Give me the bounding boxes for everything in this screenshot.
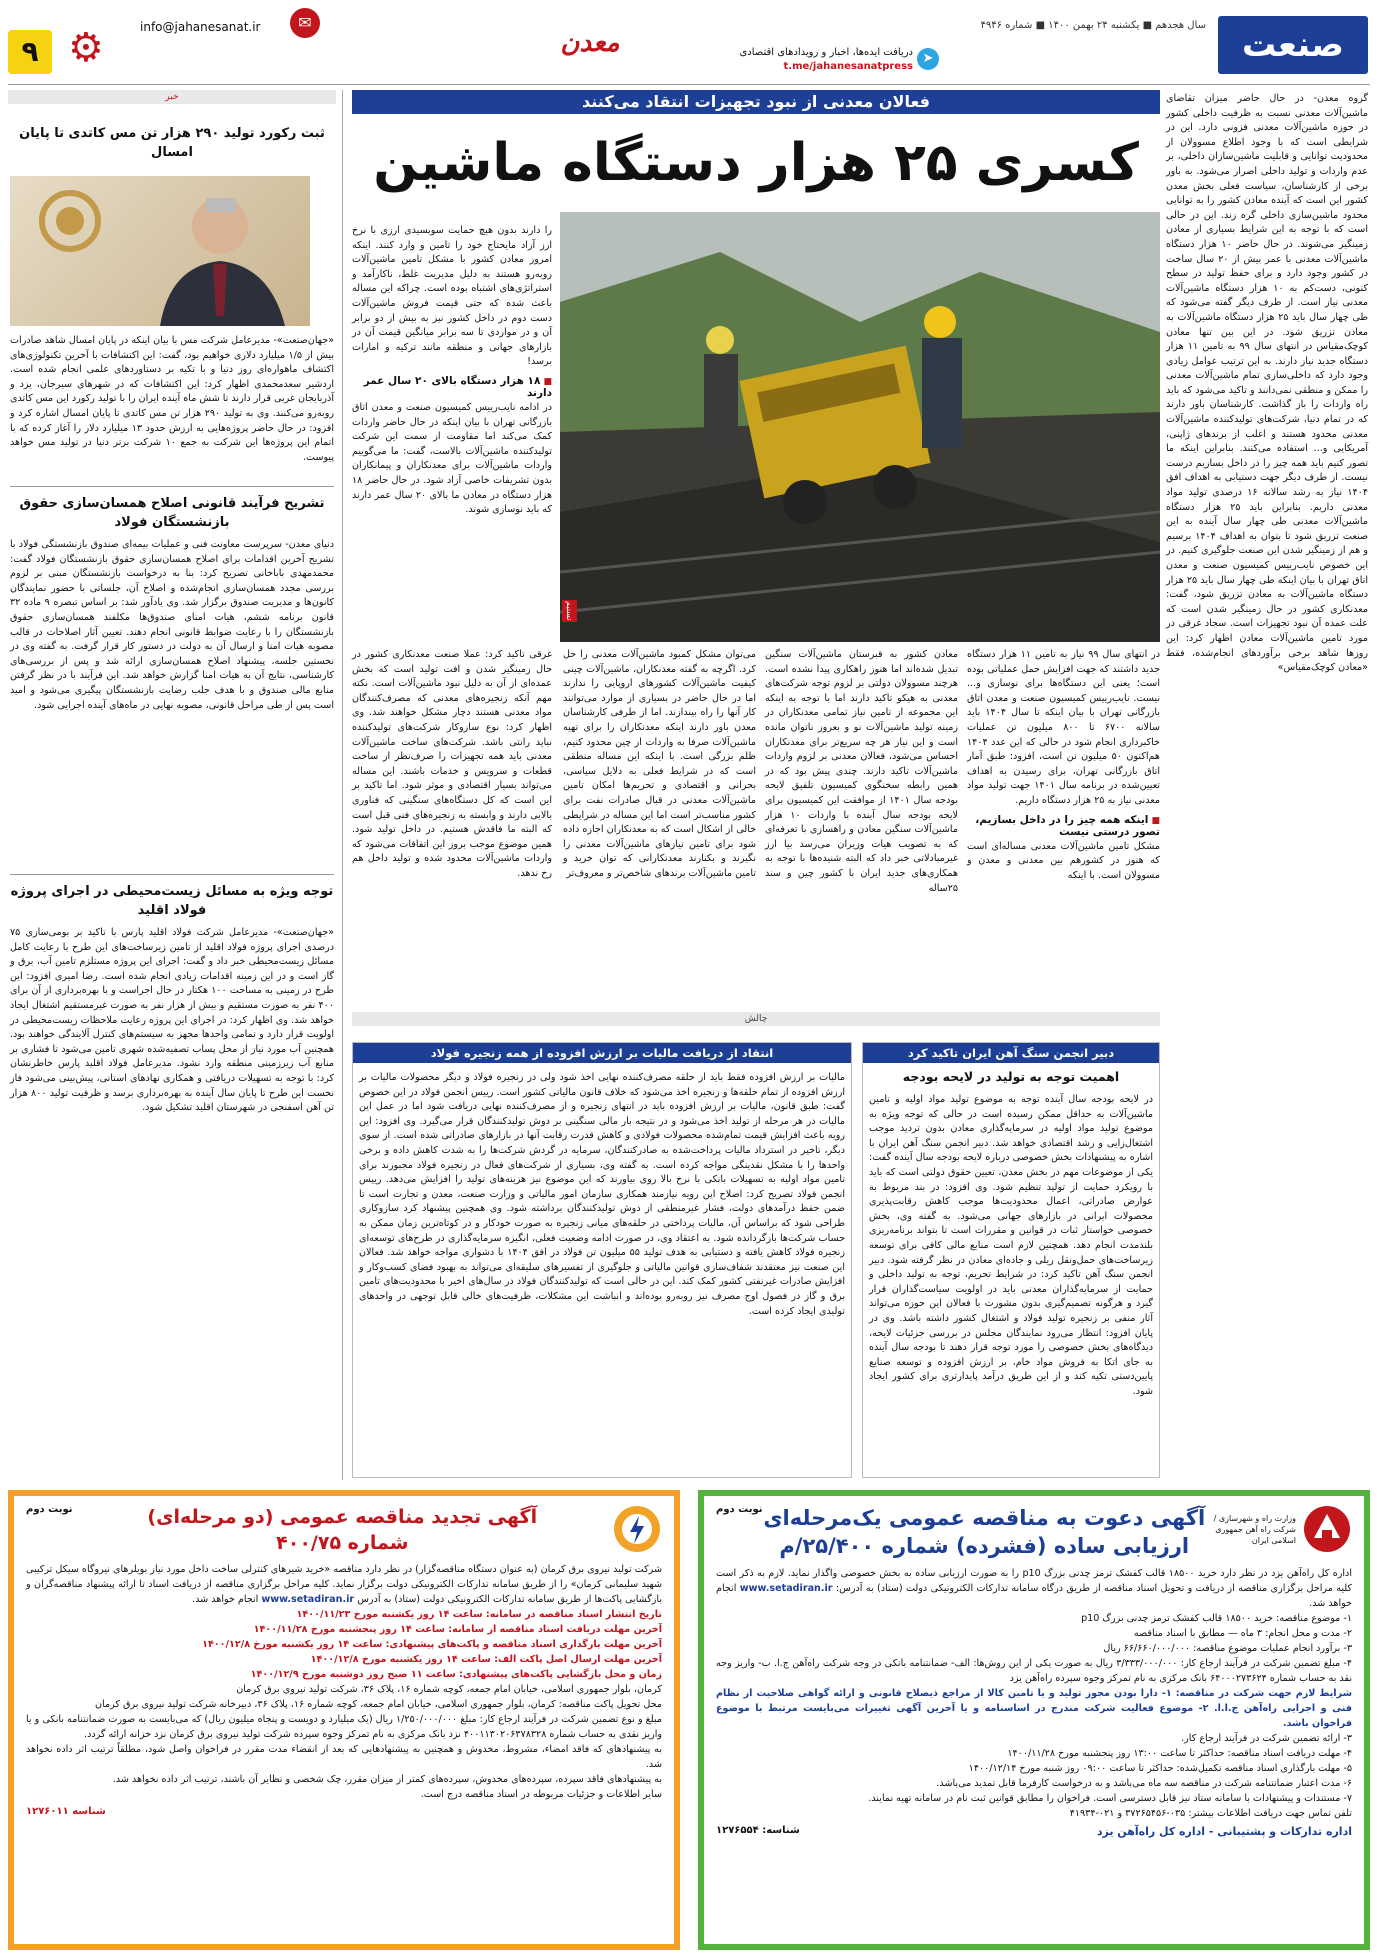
ad-item: زمان و محل بازگشایی پاکت‌های پیشنهادی: ساعت ۱۱ صبح روز دوشنبه مورخ ۱۴۰۰/۱۲/۹ — [250, 1669, 662, 1680]
ad-item: ۳- ارائه تضمین شرکت در فرآیند ارجاع کار. — [1181, 1733, 1352, 1744]
story-paragraph: «جهان‌صنعت»- مدیرعامل شرکت فولاد اقلید پارس با تاکید بر بومی‌سازی ۷۵ درصدی اجرای پروژه فولاد اقلید از تامین زیرساخت‌های این طرح با رعایت کامل مسائل زیست‌محیطی خبر داد و گفت: اجرای این پروژه مستلزم تامین آب، برق و گاز است و در این زمینه اقدامات زیادی انجام شده است. رضا امیری افزود: این طرح در زمینی به مساحت ۱۰۰ هکتار در حال اجراست و با بهره‌برداری از آن برای ۴۰۰ نفر به صورت مستقیم و بیش از هزار نفر به صورت غیرمستقیم اشتغال ایجاد خواهد شد. وی اظهار کرد: در اجرای این پروژه رعایت ملاحظات زیست‌محیطی در اولویت قرار دارد و تمامی واحدها مجهز به سیستم‌های کنترل آلایندگی خواهند بود. همچنین آب مورد نیاز از محل پساب تصفیه‌شده شهری تامین می‌شود تا فشاری بر منابع آب زیرزمینی منطقه وارد نشود. مدیرعامل فولاد اقلید پارس خاطرنشان کرد: با توجه به تسهیلات دریافتی و همکاری نهادهای استانی، پیش‌بینی می‌شود فاز نخست این طرح تا پایان سال آینده به بهره‌برداری برسد و ظرفیت تولید ۸۰۰ هزار تن آهن اسفنجی در شهرستان اقلید تشکیل شود. — [10, 927, 334, 1114]
article-paragraph: مشکل تامین ماشین‌آلات معدنی مساله‌ای است که هنوز در کشورهم بین معدنی و معدن و مسوولان است. با اینکه — [967, 840, 1160, 881]
article-paragraph: در انتهای سال ۹۹ نیاز به تامین ۱۱ هزار دستگاه جدید داشتند که جهت افزایش حمل عملیاتی بوده است؛ یعنی این دستگاه‌ها برای نوسازی و... نیست. نایب‌رییس کمیسیون صنعت و معدن اتاق بازرگانی تهران با بیان اینکه تا سال ۱۴۰۴ باید سالانه ۶۷۰۰ تا ۸۰۰ میلیون تن عملیات خاکبرداری انجام شود در حالی که این عدد ۱۴۰۴ هم‌اکنون ۵۰ میلیون تن است، افزود: طبق آمار اتاق بازرگانی تهران، برای رسیدن به اهداف تعیین‌شده در برنامه سال ۱۴۰۱ جهت تولید مواد معدنی نیاز به ۲۵ هزار دستگاه داریم. — [967, 649, 1160, 806]
sidebar-story-body — [10, 926, 334, 1116]
section-title: معدن — [560, 28, 620, 58]
railway-tender-ad — [698, 1490, 1370, 1950]
article-paragraph: گروه معدن- در حال حاضر میزان تقاضای ماشین‌آلات معدنی نسبت به ظرفیت داخلی کشور در حوزه ماشین‌آلات معدنی فزونی دارد. این در شرایطی است که با وجود اطلاع مسوولان از محدودیت توانایی و قابلیت ماشین‌سازان داخلی، بر عدم واردات و تولید داخلی اصرار می‌شود. به باور برخی از کارشناسان، سیاست فعلی بخش معدن کشور این است که آینده معادن کشور را به توانایی محدود ماشین‌سازی داخلی گره زند. این در حالی است که با توجه به این شرایط بسیاری از معادن زمینگیر می‌شوند. در حال حاضر ۱۰ هزار دستگاه ماشین‌آلات معدنی با عمر بیش از ۲۰ سال ساخت در کشور وجود دارد و برای حفظ تولید در سطح کنونی، دست‌کم به ۱۰ هزار دستگاه ماشین‌آلات معدنی نیاز است. از طرف دیگر گفته می‌شود که طی چهار سال باید ۲۵ هزار دستگاه ماشین‌آلات به معادن تزریق شود. در این بین تنها معادن کوچک‌مقیاس در انتهای سال ۹۹ به تامین ۱۱ هزار دستگاه جدید نیاز دارند. به این ترتیب عوامل زیادی وجود دارد که داخلی‌سازی تمام ماشین‌آلات معدنی را ممکن و منطقی نمی‌دانند و تاکید می‌شود که باید راه واردات را باز گذاشت. کارشناسان باور دارند که در تمام دنیا، شرکت‌های تولیدکننده ماشین‌آلات معدنی محدود هستند و اغلب از برندهای ژاپنی، آمریکایی و... استفاده می‌کنند. بنابراین اینکه ما تصور کنیم باید همه چیز را در داخل بسازیم درست نیست. از طرف دیگر جهت دستیابی به اهداف افق ۱۴۰۴ نیاز به رشد سالانه ۱۶ درصدی تولید مواد معدنی داریم. بنابراین باید ۲۵ هزار دستگاه ماشین‌آلات معدنی طی چهار سال آینده به این صنعت تزریق شود تا بتوان به اهداف ۱۴۰۴ برسیم و هم از زمینگیر شدن این صنعت جلوگیری کنیم. در این خصوص نایب‌رییس کمیسیون صنعت و معدن اتاق تهران با بیان اینکه طی چهار سال باید ۲۵ هزار دستگاه ماشین‌آلات به معادن تزریق شود، گفت: معدنکاری کشور در حال زمینگیر شدن است که علت عمده آن نبود تجهیزات است. سجاد غرقی در مورد تامین ماشین‌آلات معادن اظهار کرد: این روزها شاهد برخی برآوردهای انجام‌شده، فقط «معادن کوچک‌مقیاس» — [1166, 93, 1368, 674]
setadiran-link[interactable]: www.setadiran.ir — [261, 1594, 355, 1605]
email-icon: ✉ — [290, 8, 320, 38]
main-article-column — [1166, 92, 1368, 676]
power-company-logo-icon — [612, 1504, 662, 1554]
ad-subtitle: شماره ۴۰۰/۷۵ — [276, 1532, 409, 1554]
sidebar-tag: خبر — [8, 90, 336, 104]
iron-ore-box — [862, 1042, 1160, 1478]
box-paragraph: در لایحه بودجه سال آینده توجه به موضوع تولید مواد اولیه و تامین ماشین‌آلات به حداقل ممکن رسیده است در حالی که توجه ویژه به موضوع تولید مواد اولیه در سرمایه‌گذاری معادن بدون تردید موجب اشتغال‌زایی و رشد اقتصادی خواهد شد. دبیر انجمن سنگ آهن ایران با اشاره به پیشنهادات بخش خصوصی درباره لایحه بودجه سال آینده گفت: یکی از موضوعات مهم در بخش معدن، تعیین حقوق دولتی است که باید با رویکرد حمایت از تولید تنظیم شود. وی افزود: در بند مربوط به عوارض صادراتی، اعمال محدودیت‌ها موجب کاهش رقابت‌پذیری محصولات ایرانی در بازارهای جهانی می‌شود. به گفته وی، بخش خصوصی خواستار ثبات در قوانین و مقررات است تا بتواند برنامه‌ریزی بلندمدت انجام دهد. همچنین لازم است منابع مالی کافی برای توسعه زیرساخت‌های حمل‌ونقل ریلی و جاده‌ای معادن در نظر گرفته شود. دبیر انجمن سنگ آهن تاکید کرد: در شرایط تحریم، توجه به تولید داخلی و حمایت از سرمایه‌گذاران معدنی باید در اولویت سیاست‌گذاران قرار گیرد و هرگونه تصمیم‌گیری بدون مشورت با فعالان این حوزه می‌تواند آثار منفی بر زنجیره تولید فولاد و اشتغال کشور داشته باشد. وی در پایان افزود: انتظار می‌رود نمایندگان مجلس در بررسی جزئیات لایحه، دیدگاه‌های بخش خصوصی را مورد توجه قرار دهند تا بودجه سال آینده به جای اتکا به فروش مواد خام، بر ارزش افزوده و توسعه صنایع پایین‌دستی تکیه کند و از این طریق درآمد پایدارتری برای کشور ایجاد شود. — [869, 1094, 1153, 1397]
ad-item: شرایط لازم جهت شرکت در مناقصه: ۱- دارا بودن مجوز تولید و یا تامین کالا از مراجع ذیصلاح قانونی و ارائه گواهی صلاحیت از نظام فنی و اجرایی راه‌آهن ج.ا.ا. ۲- موضوع فعالیت شرکت مندرج در اساسنامه و یا آخرین آگهی تغییرات می‌بایست مرتبط با موضوع فراخوان باشد. — [716, 1688, 1353, 1729]
ad-item: ۵- مهلت بارگذاری اسناد مناقصه تکمیل‌شده: حداکثر تا ساعت ۰۹:۰۰ روز شنبه مورخ ۱۴۰۰/۱۲/۱۴ — [968, 1763, 1352, 1774]
article-paragraph: معادن کشور به قبرستان ماشین‌آلات سنگین تبدیل شده‌اند اما هنوز راهکاری پیدا نشده است. هرچند مسوولان دولتی بر لزوم توجه شرکت‌های معدنی به هیکو تاکید دارند اما با توجه به اینکه این مجموعه از تامین نیاز تمامی معدنکاران در زمینه تولید ماشین‌آلات نو و بعروز ناتوان مانده است و این نیاز هر چه سریع‌تر برای معدنکاران احساس می‌شود، فعالان معدنی بر لزوم واردات ماشین‌آلات تاکید دارند. چندی پیش بود که در همین رابطه سخنگوی کمیسیون تلفیق لایحه بودجه سال ۱۴۰۱ از موافقت این کمیسیون برای لایحه بودجه سال آینده با واردات ۱۰ هزار ماشین‌آلات سنگین معادن و راهسازی با تعرفه‌ای که به تصویب هیات وزیران می‌رسد بیا ارز غیرمبادلاتی خبر داد که البته شنیده‌ها با توجه به همکاری‌های جدید ایران با کشور چین و سند ۲۵ساله — [765, 649, 958, 894]
sidebar-story-body — [10, 334, 334, 465]
sidebar-divider — [10, 486, 334, 487]
main-article-column — [352, 648, 552, 882]
ad-item: کرمان، بلوار جمهوری اسلامی، خیابان امام جمعه، کوچه شماره ۱۶، پلاک ۳۶، شرکت تولید نیروی برق کرمان — [236, 1684, 662, 1695]
sidebar-story-body — [10, 538, 334, 713]
article-paragraph: می‌توان مشکل کمبود ماشین‌آلات معدنی را حل کرد. اگرچه به گفته معدنکاران، ماشین‌آلات چینی کیفیت ماشین‌آلات کشورهای اروپایی را ندارند اما در حال حاضر در بسیاری از موارد می‌توانند کار آنها را راه بیندازند. اما از طرفی کارشناسان معدن باور دارند اینکه معدنکاران را برای تهیه ماشین‌آلات صرفا به واردات از چین محدود کنیم، ظلم بزرگی است. با اینکه این مساله منطقی است که در شرایط فعلی به دلایل سیاسی، بحرانی و اقتصادی و تحریم‌ها امکان تامین ماشین‌آلات معدنی در قبال صادرات نفت برای کشور مناسب‌تر است اما این مساله در شرایطی خالی از اشکال است که به معدنکاران اجازه داده شود برای تامین نیازهای ماشین‌آلات معدنی را نگیرند و بکنارند معدنکارانی که توان خرید و تامین ماشین‌آلات برندهای شاخص‌تر و معروف‌تر — [563, 649, 756, 879]
ad-body: شرکت تولید نیروی برق کرمان (به عنوان دستگاه مناقصه‌گزار) در نظر دارد مناقصه «خرید شیرهای کنترلی ساخت داخل مورد نیاز بویلرهای نیروگاه سیکل ترکیبی شهید سلیمانی کرمان» را از طریق سامانه تدارکات الکترونیکی دولت برگزار نماید. کلیه مراحل برگزاری مناقصه از دریافت اسناد تا ارائه پیشنهاد مناقصه‌گران و بازگشایی پاکت‌ها از طریق سامانه تدارکات الکترونیکی دولت (ستاد) به آدرس www.setadiran.ir انجام خواهد شد. تاریخ انتشار اسناد مناقصه در سامانه: ساعت ۱۴ روز یکشنبه مورخ ۱۴۰۰/۱۱/۲۳ آخرین مهلت دریافت اسناد مناقصه از سامانه: ساعت ۱۴ روز پنجشنبه مورخ ۱۴۰۰/۱۱/۲۸ آخرین مهلت بارگذاری اسناد مناقصه و پاکت‌های پیشنهادی: ساعت ۱۴ روز یکشنبه مورخ ۱۴۰۰/۱۲/۸ آخرین مهلت ارسال اصل پاکت الف: ساعت ۱۴ روز یکشنبه مورخ ۱۴۰۰/۱۲/۸ زمان و محل بازگشایی پاکت‌های پیشنهادی: ساعت ۱۱ صبح روز دوشنبه مورخ ۱۴۰۰/۱۲/۹ کرمان، بلوار جمهوری اسلامی، خیابان امام جمعه، کوچه شماره ۱۶، پلاک ۳۶، شرکت تولید نیروی برق کرمان محل تحویل پاکت مناقصه: کرمان، بلوار جمهوری اسلامی، خیابان امام جمعه، کوچه شماره ۱۶، پلاک ۳۶، دبیرخانه شرکت تولید نیروی برق کرمان مبلغ و نوع تضمین شرکت در فرآیند ارجاع کار: مبلغ ۱/۲۵۰/۰۰۰/۰۰۰ ریال (یک میلیارد و دویست و پنجاه میلیون ریال) که می‌بایست به صورت ضمانتنامه بانکی و یا واریز نقدی به حساب شماره ۴۰۰۱۱۳۰۲۰۶۳۷۸۳۲۸ نزد بانک مرکزی به نام تمرکز وجوه سپرده شرکت تولید نیروی برق کرمان نزد خزانه ارائه گردد. به پیشنهادهای که فاقد امضاء، مشروط، مخدوش و همچنین به پیشنهادهایی که بعد از انقضاء مدت مقرر در فراخوان واصل شود، مطلقاً ترتیب اثر داده نخواهد شد. به پیشنهادهای فاقد سپرده، سپرده‌های مخدوش، سپرده‌های کمتر از میزان مقرر، چک شخصی و نظایر آن باشند، ترتیب اثر داده نخواهد شد. سایر اطلاعات و جزئیات مربوطه در اسناد مناقصه درج است. — [26, 1564, 663, 1800]
ad-item: مبلغ و نوع تضمین شرکت در فرآیند ارجاع کار: مبلغ ۱/۲۵۰/۰۰۰/۰۰۰ ریال (یک میلیارد و دویست و پنجاه میلیون ریال) که می‌بایست به صورت ضمانتنامه بانکی و یا واریز نقدی به حساب شماره ۴۰۰۱۱۳۰۲۰۶۳۷۸۳۲۸ نزد بانک مرکزی به نام تمرکز وجوه سپرده شرکت تولید نیروی برق کرمان نزد خزانه ارائه گردد. — [26, 1714, 663, 1740]
ad-item: ۴- مبلغ تضمین شرکت در فرآیند ارجاع کار: ۳/۳۳۳/۰۰۰/۰۰۰ ریال به صورت یکی از این روش‌ها: الف- ضمانتنامه بانکی در وجه شرکت راه‌آهن ج.ا. ب- واریز وجه نقد به حساب شماره ۶۴۰۰۰۲۷۳۶۲۴ بانک مرکزی به نام تمرکز وجوه سپرده راه‌آهن یزد — [716, 1658, 1353, 1684]
article-paragraph: در ادامه نایب‌رییس کمیسیون صنعت و معدن اتاق بازرگانی تهران با بیان اینکه در حال حاضر واردات کمک می‌کند اما مقاومت از سمت این شرکت تولیدکننده ماشین‌آلات بالاست، گفت: ما می‌گوییم واردات ماشین‌آلات برای معدنکاران و پیمانکاران بدون تشریفات خاصی آزاد شود. در حال حاضر ۱۸ هزار دستگاه در معادن ما بالای ۲۰ سال عمر دارند که باید نوسازی شوند. — [352, 401, 552, 516]
executive-portrait-photo — [10, 176, 310, 326]
contact-email[interactable]: info@jahanesanat.ir — [140, 20, 261, 34]
gears-icon: ⚙ — [68, 25, 104, 71]
ad-item: محل تحویل پاکت مناقصه: کرمان، بلوار جمهوری اسلامی، خیابان امام جمعه، کوچه شماره ۱۶، پلاک ۳۶، دبیرخانه شرکت تولید نیروی برق کرمان — [95, 1699, 662, 1710]
ad-item: به پیشنهادهای که فاقد امضاء، مشروط، مخدوش و همچنین به پیشنهادهایی که بعد از انقضاء مدت مقرر در فراخوان واصل شود، مطلقاً ترتیب اثر داده نخواهد شد. — [26, 1744, 662, 1770]
steel-vat-box — [352, 1042, 852, 1478]
ad-item: آخرین مهلت دریافت اسناد مناقصه از سامانه: ساعت ۱۴ روز پنجشنبه مورخ ۱۴۰۰/۱۱/۲۸ — [253, 1624, 662, 1635]
ad-item: تاریخ انتشار اسناد مناقصه در سامانه: ساعت ۱۴ روز یکشنبه مورخ ۱۴۰۰/۱۱/۲۳ — [296, 1609, 662, 1620]
telegram-icon: ➤ — [917, 48, 939, 70]
box-headline[interactable]: اهمیت توجه به تولید در لایحه بودجه — [902, 1069, 1120, 1084]
issue-line: سال هجدهم ■ یکشنبه ۲۴ بهمن ۱۴۰۰ ■ شماره ۴۹۴۶ — [980, 20, 1206, 31]
ad-turn-label: نوبت دوم — [716, 1504, 763, 1515]
sidebar-story-title[interactable]: توجه ویژه به مسائل زیست‌محیطی در اجرای پروژه فولاد اقلید — [10, 884, 334, 918]
ad-item: ۱- موضوع مناقصه: خرید ۱۸۵۰۰ قالب کفشک ترمز چدنی بزرگ p10 — [1081, 1613, 1352, 1624]
newspaper-logo[interactable]: صنعت — [1218, 16, 1368, 74]
ad-org: وزارت راه و شهرسازی / شرکت راه آهن جمهوری اسلامی ایران — [1213, 1513, 1296, 1545]
sidebar-divider — [342, 90, 343, 1480]
box-kicker[interactable]: انتقاد از دریافت مالیات بر ارزش افزوده از همه زنجیره فولاد — [353, 1043, 851, 1063]
box-kicker: دبیر انجمن سنگ آهن ایران تاکید کرد — [863, 1043, 1159, 1063]
ad-body: اداره کل راه‌آهن یزد در نظر دارد خرید ۱۸۵۰۰ قالب کفشک ترمز چدنی بزرگ p10 را به صورت ارزیابی ساده به بخش خصوصی واگذار نماید. لازم به ذکر است کلیه مراحل برگزاری مناقصه از دریافت و تحویل اسناد مناقصه از طریق درگاه سامانه تدارکات الکترونیکی دولت (ستاد) به آدرس: www.setadiran.ir انجام خواهد شد. ۱- موضوع مناقصه: خرید ۱۸۵۰۰ قالب کفشک ترمز چدنی بزرگ p10 ۲- مدت و محل انجام: ۳ ماه — مطابق با اسناد مناقصه ۳- برآورد انجام عملیات موضوع مناقصه: ۶۶/۶۶۰/۰۰۰/۰۰۰ ریال ۴- مبلغ تضمین شرکت در فرآیند ارجاع کار: ۳/۳۳۳/۰۰۰/۰۰۰ ریال به صورت یکی از این روش‌ها: الف- ضمانتنامه بانکی در وجه شرکت راه‌آهن ج.ا. ب- واریز وجه نقد به حساب شماره ۶۴۰۰۰۲۷۳۶۲۴ بانک مرکزی به نام تمرکز وجوه سپرده راه‌آهن یزد شرایط لازم جهت شرکت در مناقصه: ۱- دارا بودن مجوز تولید و یا تامین کالا از مراجع ذیصلاح قانونی و ارائه گواهی صلاحیت از نظام فنی و اجرایی راه‌آهن ج.ا.ا. ۲- موضوع فعالیت شرکت مندرج در اساسنامه و یا آخرین آگهی تغییرات می‌بایست مرتبط با موضوع فراخوان باشد. ۳- ارائه تضمین شرکت در فرآیند ارجاع کار. ۴- مهلت دریافت اسناد مناقصه: حداکثر تا ساعت ۱۳:۰۰ روز پنجشنبه مورخ ۱۴۰۰/۱۱/۲۸ ۵- مهلت بارگذاری اسناد مناقصه تکمیل‌شده: حداکثر تا ساعت ۰۹:۰۰ روز شنبه مورخ ۱۴۰۰/۱۲/۱۴ ۶- مدت اعتبار ضمانتنامه شرکت در مناقصه سه ماه می‌باشد و به درخواست کارفرما قابل تمدید می‌باشد. ۷- مستندات و پیشنهادات با سامانه ستاد نیز قابل دسترسی است. فراخوان را مطابق قوانین ثبت نام در سامانه تهیه نمایند. تلفن تماس جهت دریافت اطلاعات بیشتر: ۰۳۵-۳۷۲۶۵۴۵۶ و ۰۲۱-۴۱۹۳۴ — [716, 1568, 1353, 1819]
ad-item: ۶- مدت اعتبار ضمانتنامه شرکت در مناقصه سه ماه می‌باشد و به درخواست کارفرما قابل تمدید می‌باشد. — [936, 1778, 1352, 1789]
photo-illustration — [560, 212, 1160, 642]
ad-turn-label: نوبت دوم — [26, 1504, 73, 1515]
ad-item: ۲- مدت و محل انجام: ۳ ماه — مطابق با اسناد مناقصه — [1133, 1628, 1352, 1639]
ad-title: آگهی دعوت به مناقصه عمومی یک‌مرحله‌ای — [763, 1506, 1206, 1530]
main-article-column — [765, 648, 958, 896]
page-number: ۹ — [8, 30, 52, 74]
telegram-promo[interactable]: ➤ دریافت ایده‌ها، اخبار و رویدادهای اقتصادی t.me/jahanesanatpress — [739, 46, 913, 74]
ad-subtitle: ارزیابی ساده (فشرده) شماره ۲۵/۴۰۰/م — [779, 1534, 1190, 1558]
sidebar-divider — [10, 874, 334, 875]
article-subheading: ■ ۱۸ هزار دستگاه بالای ۲۰ سال عمر دارند — [352, 375, 552, 399]
ad-item: سایر اطلاعات و جزئیات مربوطه در اسناد مناقصه درج است. — [420, 1789, 662, 1800]
setadiran-link[interactable]: www.setadiran.ir — [739, 1583, 833, 1594]
ad-code: شناسه ۱۲۷۶۰۱۱ — [26, 1806, 106, 1817]
ad-item: آخرین مهلت بارگذاری اسناد مناقصه و پاکت‌های پیشنهادی: ساعت ۱۴ روز یکشنبه مورخ ۱۴۰۰/۱۲/۸ — [202, 1639, 662, 1650]
railway-logo-icon — [1302, 1504, 1352, 1554]
box-body — [869, 1093, 1153, 1399]
sidebar-story-title[interactable]: ثبت رکورد تولید ۲۹۰ هزار تن مس کاتدی تا پایان امسال — [19, 126, 325, 160]
main-article-column — [352, 224, 552, 518]
story-paragraph: دنیای معدن- سرپرست معاونت فنی و عملیات بیمه‌ای صندوق بازنشستگی فولاد با تشریح آخرین اقدامات برای اصلاح همسان‌سازی حقوق بازنشستگان فولاد گفت: محمدمهدی باباخانی تصریح کرد: بنا به درخواست بازنشستگان مبنی بر لزوم بررسی مجدد همسان‌سازی انجام‌شده و اصلاح آن، جلساتی با حضور نمایندگان کانون‌ها و مدیریت صندوق برگزار شد. وی یادآور شد: بر اساس تبصره ۹ ماده ۳۲ قانون برنامه ششم، هیات امنای صندوق‌ها مکلفند همسان‌سازی حقوق بازنشستگان را با رعایت ضوابط قانونی انجام دهند. تعیین آثار اصلاحات در قالب مصوبه هیات امنا و ارسال آن به دولت در دستور کار قرار گرفت. به گفته وی در نخستین جلسه، پیشنهاد اصلاح همسان‌سازی ارائه شد و پس از بررسی‌های کارشناسی، نتایج آن به هیات امنا گزارش خواهد شد. این فرآیند با در نظر گرفتن منابع مالی صندوق و با هدف جلب رضایت بازنشستگان پیگیری می‌شود و امید است پس از طی مراحل قانونی، مصوبه نهایی در ماه‌های آینده اجرایی شود. — [10, 539, 334, 711]
ad-item: آخرین مهلت ارسال اصل پاکت الف: ساعت ۱۴ روز یکشنبه مورخ ۱۴۰۰/۱۲/۸ — [310, 1654, 662, 1665]
ad-code: شناسه: ۱۲۷۶۵۵۴ — [716, 1825, 800, 1836]
ad-title: آگهی تجدید مناقصه عمومی (دو مرحله‌ای) — [147, 1506, 538, 1528]
article-paragraph: را دارند بدون هیچ حمایت سوبسیدی ارزی با نرخ ارز آزاد مایحتاج خود را تامین و وارد کنند. اینکه امروز معادن کشور با مشکل تامین ماشین‌آلات روبه‌رو هستند به دلیل مدیریت غلط، ناکارآمد و استراتژی‌های اشتباه بوده است. چراکه این مساله باعث شده که حتی قیمت فروش ماشین‌آلات دست دوم در داخل کشور نیز به بیش از دو برابر آن و در مواردی تا سه برابر میانگین قیمت آن در بازارهای جهانی و منطقه مانند ترکیه و امارات برسد! — [352, 225, 552, 368]
telegram-url[interactable]: t.me/jahanesanatpress — [783, 61, 913, 72]
ad-item: ۷- مستندات و پیشنهادات با سامانه ستاد نیز قابل دسترسی است. فراخوان را مطابق قوانین ثبت نام در سامانه تهیه نمایند. — [868, 1793, 1352, 1804]
sidebar-story-title[interactable]: تشریح فرآیند قانونی اصلاح همسان‌سازی حقوق بازنشستگان فولاد — [19, 496, 325, 530]
challenge-section-bar: چالش — [352, 1012, 1160, 1026]
main-article-column — [563, 648, 756, 882]
main-kicker: فعالان معدنی از نبود تجهیزات انتقاد می‌کنند — [352, 90, 1160, 114]
mining-workers-photo — [560, 212, 1160, 642]
ad-item: ۳- برآورد انجام عملیات موضوع مناقصه: ۶۶/۶۶۰/۰۰۰/۰۰۰ ریال — [1103, 1643, 1352, 1654]
box-paragraph: مالیات بر ارزش افزوده فقط باید از حلقه مصرف‌کننده نهایی اخذ شود ولی در زنجیره فولاد و دیگر محصولات مالیات بر ارزش افزوده از تمام حلقه‌ها و زنجیره اخذ می‌شود که خلاف قانون مالیاتی کشور است. رییس انجمن فولاد در این خصوص گفت: طبق قانون، مالیات بر ارزش افزوده باید در انتهای زنجیره و از مصرف‌کننده نهایی دریافت شود اما در عمل این مالیات در هر مرحله از تولید اخذ می‌شود و در نتیجه بار مالی سنگینی بر دوش تولیدکنندگان قرار می‌گیرد. وی افزود: این رویه باعث افزایش قیمت تمام‌شده محصولات فولادی و کاهش قدرت رقابت آنها در بازارهای صادراتی شده است. از سوی دیگر، تاخیر در استرداد مالیات پرداخت‌شده به صادرکنندگان، سرمایه در گردش شرکت‌ها را به شدت کاهش داده و برخی واحدها را با مشکل نقدینگی مواجه کرده است. به گفته وی، بسیاری از شرکت‌های فعال در زنجیره فولاد مجبورند برای تامین مواد اولیه به تسهیلات بانکی با نرخ بالا روی بیاورند که این موضوع نیز هزینه‌های تولید را افزایش می‌دهد. رییس انجمن فولاد تصریح کرد: اصلاح این رویه نیازمند همکاری سازمان امور مالیاتی و وزارت صنعت، معدن و تجارت است تا ضمن حفظ درآمدهای دولت، فشار غیرمنطقی از دوش تولیدکنندگان برداشته شود. وی همچنین پیشنهاد کرد سازوکاری طراحی شود که براساس آن، مالیات پرداختی در حلقه‌های میانی زنجیره به صورت خودکار و در کوتاه‌ترین زمان ممکن به حساب شرکت‌ها بازگردانده شود. به اعتقاد وی، در صورت ادامه وضعیت فعلی، انگیزه سرمایه‌گذاری در طرح‌های توسعه‌ای زنجیره فولاد کاهش یافته و دستیابی به هدف تولید ۵۵ میلیون تن فولاد در افق ۱۴۰۴ با دشواری مواجه خواهد شد. فعالان این صنعت نیز معتقدند شفاف‌سازی قوانین مالیاتی و جلوگیری از تفسیرهای سلیقه‌ای می‌تواند به بهبود فضای کسب‌وکار و افزایش صادرات غیرنفتی کشور کمک کند. این در حالی است که تولیدکنندگان فولاد در سال‌های اخیر با محدودیت‌های تامین برق و گاز در فصول اوج مصرف نیز روبه‌رو بوده‌اند و انباشت این مشکلات، ظرفیت‌های خالی قابل توجهی در واحدهای تولیدی ایجاد کرده است. — [359, 1072, 845, 1317]
masthead — [0, 0, 1378, 88]
box-body — [359, 1071, 845, 1319]
power-tender-ad — [8, 1490, 680, 1950]
article-subheading: ■ اینکه همه چیز را در داخل بسازیم، تصور درستی نیست — [967, 814, 1160, 838]
ad-item: تلفن تماس جهت دریافت اطلاعات بیشتر: ۰۳۵-۳۷۲۶۵۴۵۶ و ۰۲۱-۴۱۹۳۴ — [1069, 1808, 1352, 1819]
ad-item: ۴- مهلت دریافت اسناد مناقصه: حداکثر تا ساعت ۱۳:۰۰ روز پنجشنبه مورخ ۱۴۰۰/۱۱/۲۸ — [1007, 1748, 1352, 1759]
ad-signature: اداره تدارکات و پشتیبانی - اداره کل راه‌آهن یزد — [1096, 1825, 1352, 1838]
masthead-divider — [8, 84, 1370, 85]
main-article-column — [967, 648, 1160, 883]
main-headline[interactable]: کسری ۲۵ هزار دستگاه ماشین — [373, 133, 1139, 193]
story-paragraph: «جهان‌صنعت»- مدیرعامل شرکت مس با بیان اینکه در پایان امسال شاهد صادرات بیش از ۱/۵ میلیارد دلاری خواهیم بود، گفت: این اکتشافات با آخرین تکنولوژی‌های اکتشاف ماهواره‌ای روز دنیا و با تکیه بر دستاوردهای علمی انجام شده است. اردشیر سعدمحمدی اظهار کرد: این اکتشافات که در شهرهای سیرجان، یزد و آذربایجان غربی قرار دارند تا شش ماه آینده ایران را با تولید رکورد این مس کاتدی روبه‌رو می‌کنند. وی به تولید ۲۹۰ هزار تن مس کاتدی تا پایان امسال اشاره کرد و افزود: در حال حاضر پروژه‌هایی به ارزش حدود ۱۳ میلیارد دلار را آغاز کرده که با اتمام این پروژه‌ها این شرکت به جمع ۱۰ شرکت برتر دنیا در تولید مس خواهد پیوست. — [10, 335, 334, 463]
ad-item: به پیشنهادهای فاقد سپرده، سپرده‌های مخدوش، سپرده‌های کمتر از میزان مقرر، چک شخصی و نظایر آن باشند، ترتیب اثر داده نخواهد شد. — [112, 1774, 662, 1785]
article-paragraph: غرقی تاکید کرد: عملا صنعت معدنکاری کشور در حال زمینگیر شدن و افت تولید است که بخش عمده‌ای از آن به دلیل نبود ماشین‌آلات است. نکته مهم آنکه زنجیره‌های معدنی که مصرف‌کنندگان مواد معدنی هستند دچار مشکل خواهند شد. وی اظهار کرد: نوع سازوکار شرکت‌های تولیدکننده نباید رانتی باشد. شرکت‌های ساخت ماشین‌آلات معدنی باید همه تجهیزات را صرف‌نظر از ساخت قطعات و سرویس و خدمات باشند. این مساله می‌تواند بسیار اقتصادی و موثر شود. اما تاکید بر این است که کل دستگاه‌های سنگینی که فناوری بالایی دارند و وابسته به زنجیره‌های فنی قبل است که البته ما فاقدش هستیم. در داخل تولید شود. همین موضوع موجب بروز این اتفاقات می‌شود که واردات ماشین‌آلات محدود شده و تولید داخل هم رخ ندهد. — [352, 649, 552, 879]
portrait-illustration — [10, 176, 310, 326]
photo-credit: تسنیم — [562, 600, 577, 622]
